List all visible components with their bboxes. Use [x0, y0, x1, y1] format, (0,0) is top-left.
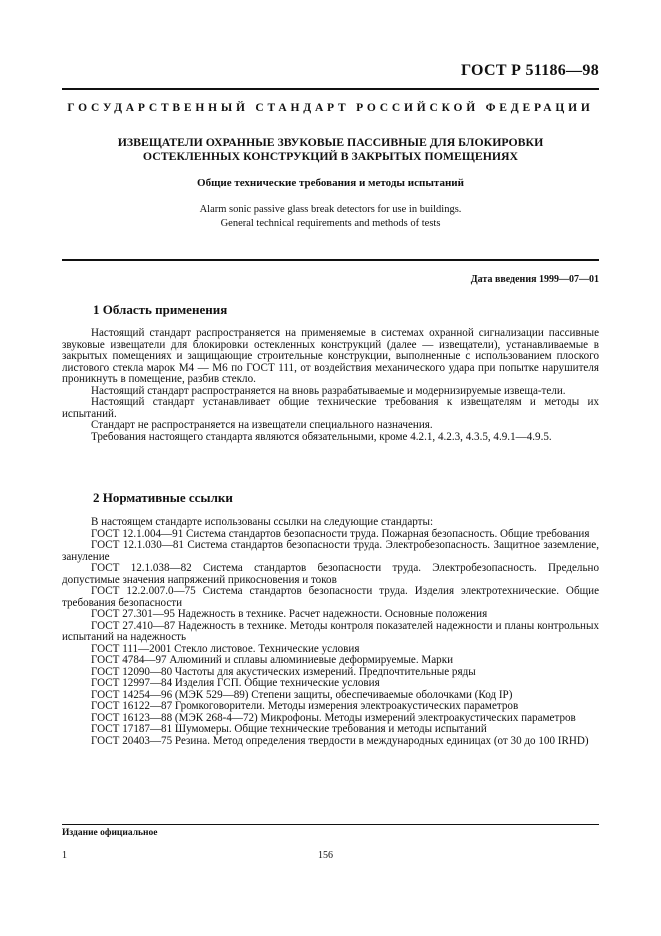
section-1-body: [62, 328, 599, 443]
paragraph: Стандарт не распространяется на извещатели специального назначения.: [91, 419, 433, 431]
reference-item: ГОСТ 12.1.004—91 Система стандартов безопасности труда. Пожарная безопасность. Общие требования: [91, 527, 590, 540]
reference-item: ГОСТ 12.1.038—82 Система стандартов безопасности труда. Электробезопасность. Предельно допустимые значения напряжений прикосновения и токов: [62, 562, 599, 586]
section-1-heading: 1 Область применения: [93, 302, 228, 317]
state-standard-heading: ГОСУДАРСТВЕННЫЙ СТАНДАРТ РОССИЙСКОЙ ФЕДЕРАЦИИ: [67, 102, 594, 114]
introduction-date: Дата введения 1999—07—01: [470, 274, 599, 285]
paragraph: В настоящем стандарте использованы ссылки на следующие стандарты:: [91, 516, 434, 528]
english-title: [62, 203, 599, 231]
title-rule: [62, 259, 599, 261]
reference-item: ГОСТ 17187—81 Шумомеры. Общие технические требования и методы испытаний: [91, 723, 487, 735]
paragraph: Настоящий стандарт распространяется на вновь разрабатываемые и модернизируемые извеща-тели.: [91, 384, 566, 397]
reference-item: ГОСТ 16123—88 (МЭК 268-4—72) Микрофоны. Методы измерений электроакустических параметров: [91, 711, 576, 724]
paragraph: Требования настоящего стандарта являются обязательными, кроме 4.2.1, 4.2.3, 4.3.5, 4.9.1—4.9.5.: [91, 430, 552, 443]
title-line-1: ИЗВЕЩАТЕЛИ ОХРАННЫЕ ЗВУКОВЫЕ ПАССИВНЫЕ ДЛЯ БЛОКИРОВКИ: [117, 135, 544, 149]
reference-item: ГОСТ 14254—96 (МЭК 529—89) Степени защиты, обеспечиваемые оболочками (Код IP): [91, 688, 513, 701]
reference-item: ГОСТ 27.301—95 Надежность в технике. Расчет надежности. Основные положения: [91, 608, 488, 620]
official-edition-label: Издание официальное: [62, 828, 158, 838]
reference-item: ГОСТ 12997—84 Изделия ГСП. Общие технические условия: [91, 677, 380, 689]
footer-left-number: 1: [62, 850, 67, 861]
paragraph: Настоящий стандарт распространяется на применяемые в системах охранной сигнализации пассивные звуковые извещатели для блокировки остекленных конструкций (далее — извещатели), устанавливаемые в закрытых помещениях и защищающие строительные конструкции, выполненные с использованием плоского листового стекла марок М4 — М6 по ГОСТ 111, от воздействия механического удара при попытке нарушителя проникнуть в помещение, разбив стекло.: [62, 327, 599, 385]
reference-item: ГОСТ 12090—80 Частоты для акустических измерений. Предпочтительные ряды: [91, 665, 476, 678]
english-title-line-1: Alarm sonic passive glass break detectors for use in buildings.: [199, 204, 462, 215]
paragraph: Настоящий стандарт устанавливает общие технические требования к извещателям и методы их испытаний.: [62, 396, 599, 420]
section-2-heading: 2 Нормативные ссылки: [93, 490, 233, 505]
reference-item: ГОСТ 16122—87 Громкоговорители. Методы измерения электроакустических параметров: [91, 700, 519, 712]
english-title-line-2: General technical requirements and methods of tests: [220, 218, 441, 229]
top-rule: [62, 88, 599, 90]
footer-rule: [62, 824, 599, 825]
reference-item: ГОСТ 27.410—87 Надежность в технике. Методы контроля показателей надежности и планы контрольных испытаний на надежность: [62, 619, 599, 643]
reference-item: ГОСТ 4784—97 Алюминий и сплавы алюминиевые деформируемые. Марки: [91, 654, 454, 666]
document-subtitle: Общие технические требования и методы испытаний: [197, 177, 464, 189]
reference-item: ГОСТ 12.1.030—81 Система стандартов безопасности труда. Электробезопасность. Защитное заземление, зануление: [62, 539, 599, 563]
page-number: 156: [318, 850, 333, 861]
reference-item: ГОСТ 12.2.007.0—75 Система стандартов безопасности труда. Изделия электротехнические. Общие требования безопасности: [62, 585, 599, 609]
document-title: [62, 135, 599, 163]
reference-item: ГОСТ 20403—75 Резина. Метод определения твердости в международных единицах (от 30 до 100 IRHD): [91, 734, 589, 747]
reference-item: ГОСТ 111—2001 Стекло листовое. Технические условия: [91, 642, 360, 655]
title-line-2: ОСТЕКЛЕННЫХ КОНСТРУКЦИЙ В ЗАКРЫТЫХ ПОМЕЩЕНИЯХ: [142, 149, 519, 163]
gost-number: ГОСТ Р 51186—98: [460, 62, 599, 79]
section-2-body: [62, 517, 599, 747]
